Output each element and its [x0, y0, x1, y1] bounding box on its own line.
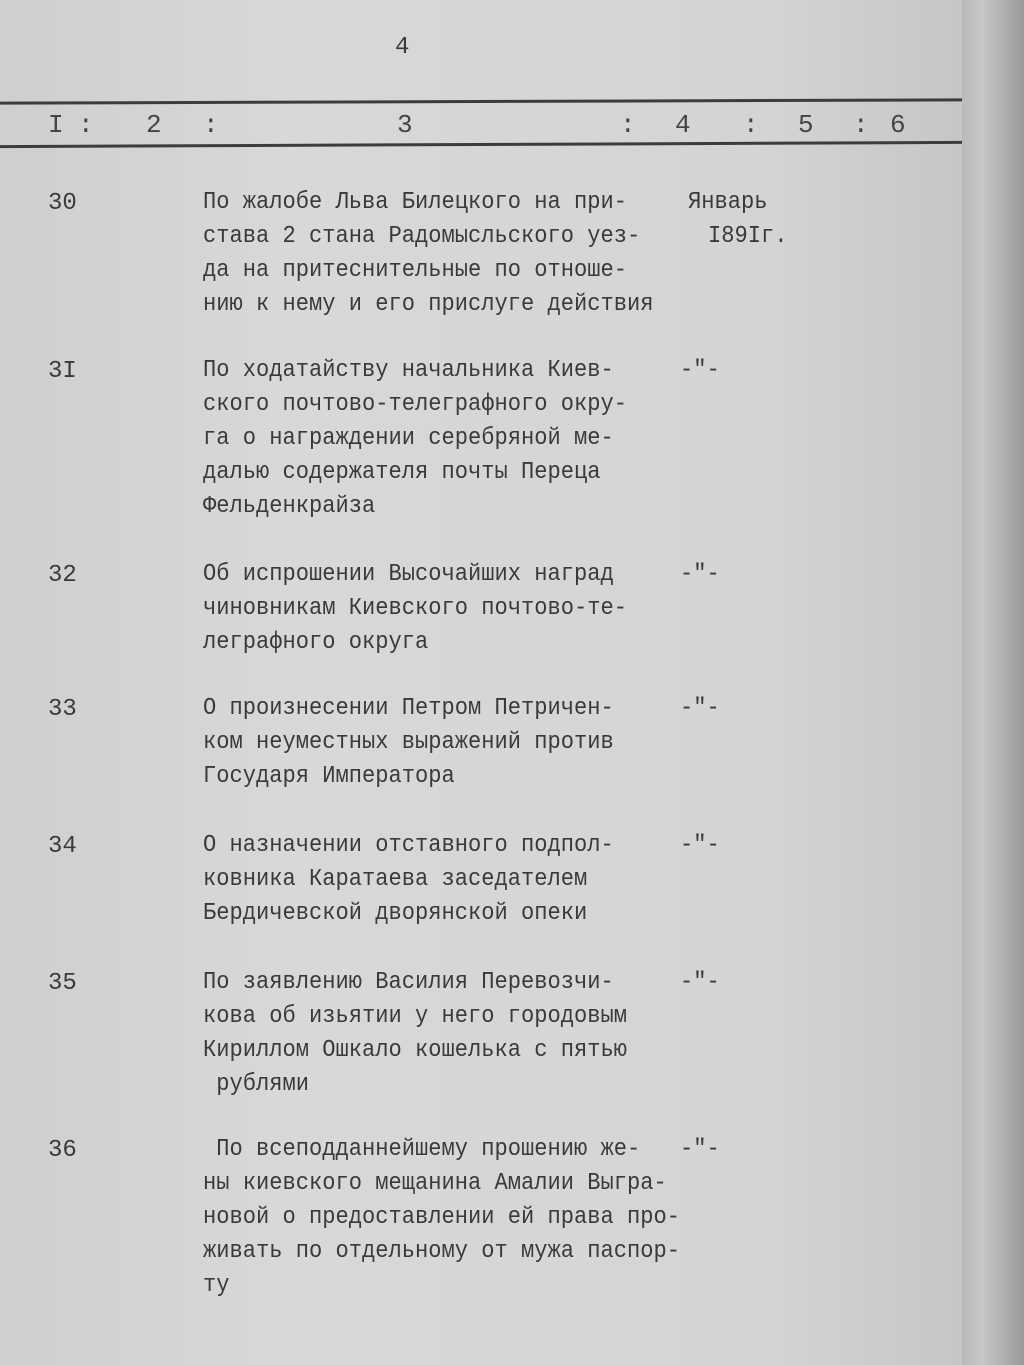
column-header-3: 3 — [397, 110, 413, 140]
entry-text-line: далью содержателя почты Переца — [203, 459, 601, 486]
entry-date: -"- — [680, 969, 720, 996]
entry-text-line: нию к нему и его прислуге действия — [203, 291, 654, 318]
entry-number: 34 — [48, 833, 77, 860]
entry-number: 33 — [48, 696, 77, 723]
entry-text-line: рублями — [203, 1071, 310, 1098]
column-separator: : — [853, 110, 869, 140]
entry-text-line: ком неуместных выражений против — [203, 729, 614, 756]
entry-number: 32 — [48, 562, 77, 589]
entry-text-line: О произнесении Петром Петричен- — [203, 695, 614, 722]
entry-number: 30 — [48, 190, 77, 217]
column-separator: : — [620, 110, 636, 140]
page-number: 4 — [395, 34, 410, 61]
entry-number: 35 — [48, 970, 77, 997]
entry-date: Январь — [688, 189, 768, 216]
entry-text-line: ковника Каратаева заседателем — [203, 866, 588, 893]
column-header-1: I — [48, 110, 64, 140]
entry-date: -"- — [680, 561, 720, 588]
entry-text-line: По жалобе Льва Билецкого на при- — [203, 189, 628, 216]
entry-text-line: леграфного округа — [203, 629, 429, 656]
column-separator: : — [743, 110, 759, 140]
entry-text-line: Бердичевской дворянской опеки — [203, 900, 588, 927]
entry-text-line: да на притеснительные по отноше- — [203, 257, 628, 284]
entry-text-line: Фельденкрайза — [203, 493, 376, 520]
column-header-6: 6 — [890, 110, 906, 140]
entry-text-line: ны киевского мещанина Амалии Выгра- — [203, 1170, 667, 1197]
entry-text-line: кова об изьятии у него городовым — [203, 1003, 628, 1030]
entry-date: I89Iг. — [708, 223, 788, 250]
entry-text-line: По всеподданнейшему прошению же- — [203, 1136, 641, 1163]
column-separator: : — [78, 110, 94, 140]
entry-text-line: новой о предоставлении ей права про- — [203, 1204, 681, 1231]
entry-text-line: Кириллом Ошкало кошелька с пятью — [203, 1037, 628, 1064]
entry-text-line: По заявлению Василия Перевозчи- — [203, 969, 614, 996]
entry-text-line: Государя Императора — [203, 763, 455, 790]
entry-text-line: По ходатайству начальника Киев- — [203, 357, 614, 384]
entry-text-line: Об испрошении Высочайших наград — [203, 561, 614, 588]
entry-text-line: О назначении отставного подпол- — [203, 832, 614, 859]
entry-date: -"- — [680, 695, 720, 722]
entry-date: -"- — [680, 357, 720, 384]
entry-text-line: ту — [203, 1272, 230, 1299]
underlying-page-edge — [984, 0, 1024, 1365]
entry-text-line: ского почтово-телеграфного окру- — [203, 391, 628, 418]
underlying-page-edge — [962, 0, 984, 1365]
entry-text-line: става 2 стана Радомысльского уез- — [203, 223, 641, 250]
entry-number: 36 — [48, 1137, 77, 1164]
column-header-5: 5 — [798, 110, 814, 140]
entry-date: -"- — [680, 1136, 720, 1163]
entry-text-line: чиновникам Киевского почтово-те- — [203, 595, 628, 622]
column-header-4: 4 — [675, 110, 691, 140]
entry-number: 3I — [48, 358, 77, 385]
column-header-2: 2 — [146, 110, 162, 140]
entry-text-line: га о награждении серебряной ме- — [203, 425, 614, 452]
column-separator: : — [203, 110, 219, 140]
entry-text-line: живать по отдельному от мужа паспор- — [203, 1238, 681, 1265]
entry-date: -"- — [680, 832, 720, 859]
